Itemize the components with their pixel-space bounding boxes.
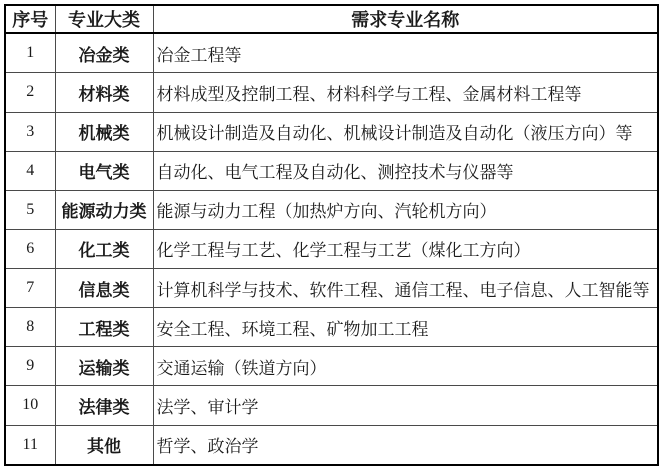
row-number-cell: 9	[5, 347, 55, 386]
col-header-index: 序号	[5, 5, 55, 33]
majors-cell: 能源与动力工程（加热炉方向、汽轮机方向）	[153, 190, 658, 229]
category-cell: 其他	[55, 425, 153, 465]
category-cell: 工程类	[55, 308, 153, 347]
row-number-cell: 11	[5, 425, 55, 465]
majors-cell: 材料成型及控制工程、材料科学与工程、金属材料工程等	[153, 73, 658, 112]
table-row	[5, 229, 658, 268]
majors-table	[4, 4, 659, 466]
row-number-cell: 2	[5, 73, 55, 112]
header-row	[5, 5, 658, 33]
table-row	[5, 190, 658, 229]
category-cell: 化工类	[55, 229, 153, 268]
majors-cell: 安全工程、环境工程、矿物加工工程	[153, 308, 658, 347]
col-header-category: 专业大类	[55, 5, 153, 33]
row-number-cell: 5	[5, 190, 55, 229]
category-cell: 运输类	[55, 347, 153, 386]
majors-cell: 交通运输（铁道方向）	[153, 347, 658, 386]
category-cell: 信息类	[55, 269, 153, 308]
category-cell: 电气类	[55, 151, 153, 190]
category-cell: 机械类	[55, 112, 153, 151]
table-row	[5, 112, 658, 151]
majors-cell: 计算机科学与技术、软件工程、通信工程、电子信息、人工智能等	[153, 269, 658, 308]
majors-cell: 冶金工程等	[153, 33, 658, 73]
row-number-cell: 6	[5, 229, 55, 268]
table-row	[5, 425, 658, 465]
row-number-cell: 4	[5, 151, 55, 190]
majors-cell: 机械设计制造及自动化、机械设计制造及自动化（液压方向）等	[153, 112, 658, 151]
category-cell: 材料类	[55, 73, 153, 112]
category-cell: 能源动力类	[55, 190, 153, 229]
table-row	[5, 308, 658, 347]
row-number-cell: 10	[5, 386, 55, 425]
majors-cell: 法学、审计学	[153, 386, 658, 425]
row-number-cell: 8	[5, 308, 55, 347]
category-cell: 冶金类	[55, 33, 153, 73]
table-row	[5, 73, 658, 112]
table-row	[5, 347, 658, 386]
table-row	[5, 33, 658, 73]
row-number-cell: 7	[5, 269, 55, 308]
table-row	[5, 269, 658, 308]
col-header-majors: 需求专业名称	[153, 5, 658, 33]
table-row	[5, 151, 658, 190]
category-cell: 法律类	[55, 386, 153, 425]
majors-cell: 哲学、政治学	[153, 425, 658, 465]
table-row	[5, 386, 658, 425]
row-number-cell: 3	[5, 112, 55, 151]
row-number-cell: 1	[5, 33, 55, 73]
majors-cell: 自动化、电气工程及自动化、测控技术与仪器等	[153, 151, 658, 190]
majors-cell: 化学工程与工艺、化学工程与工艺（煤化工方向）	[153, 229, 658, 268]
